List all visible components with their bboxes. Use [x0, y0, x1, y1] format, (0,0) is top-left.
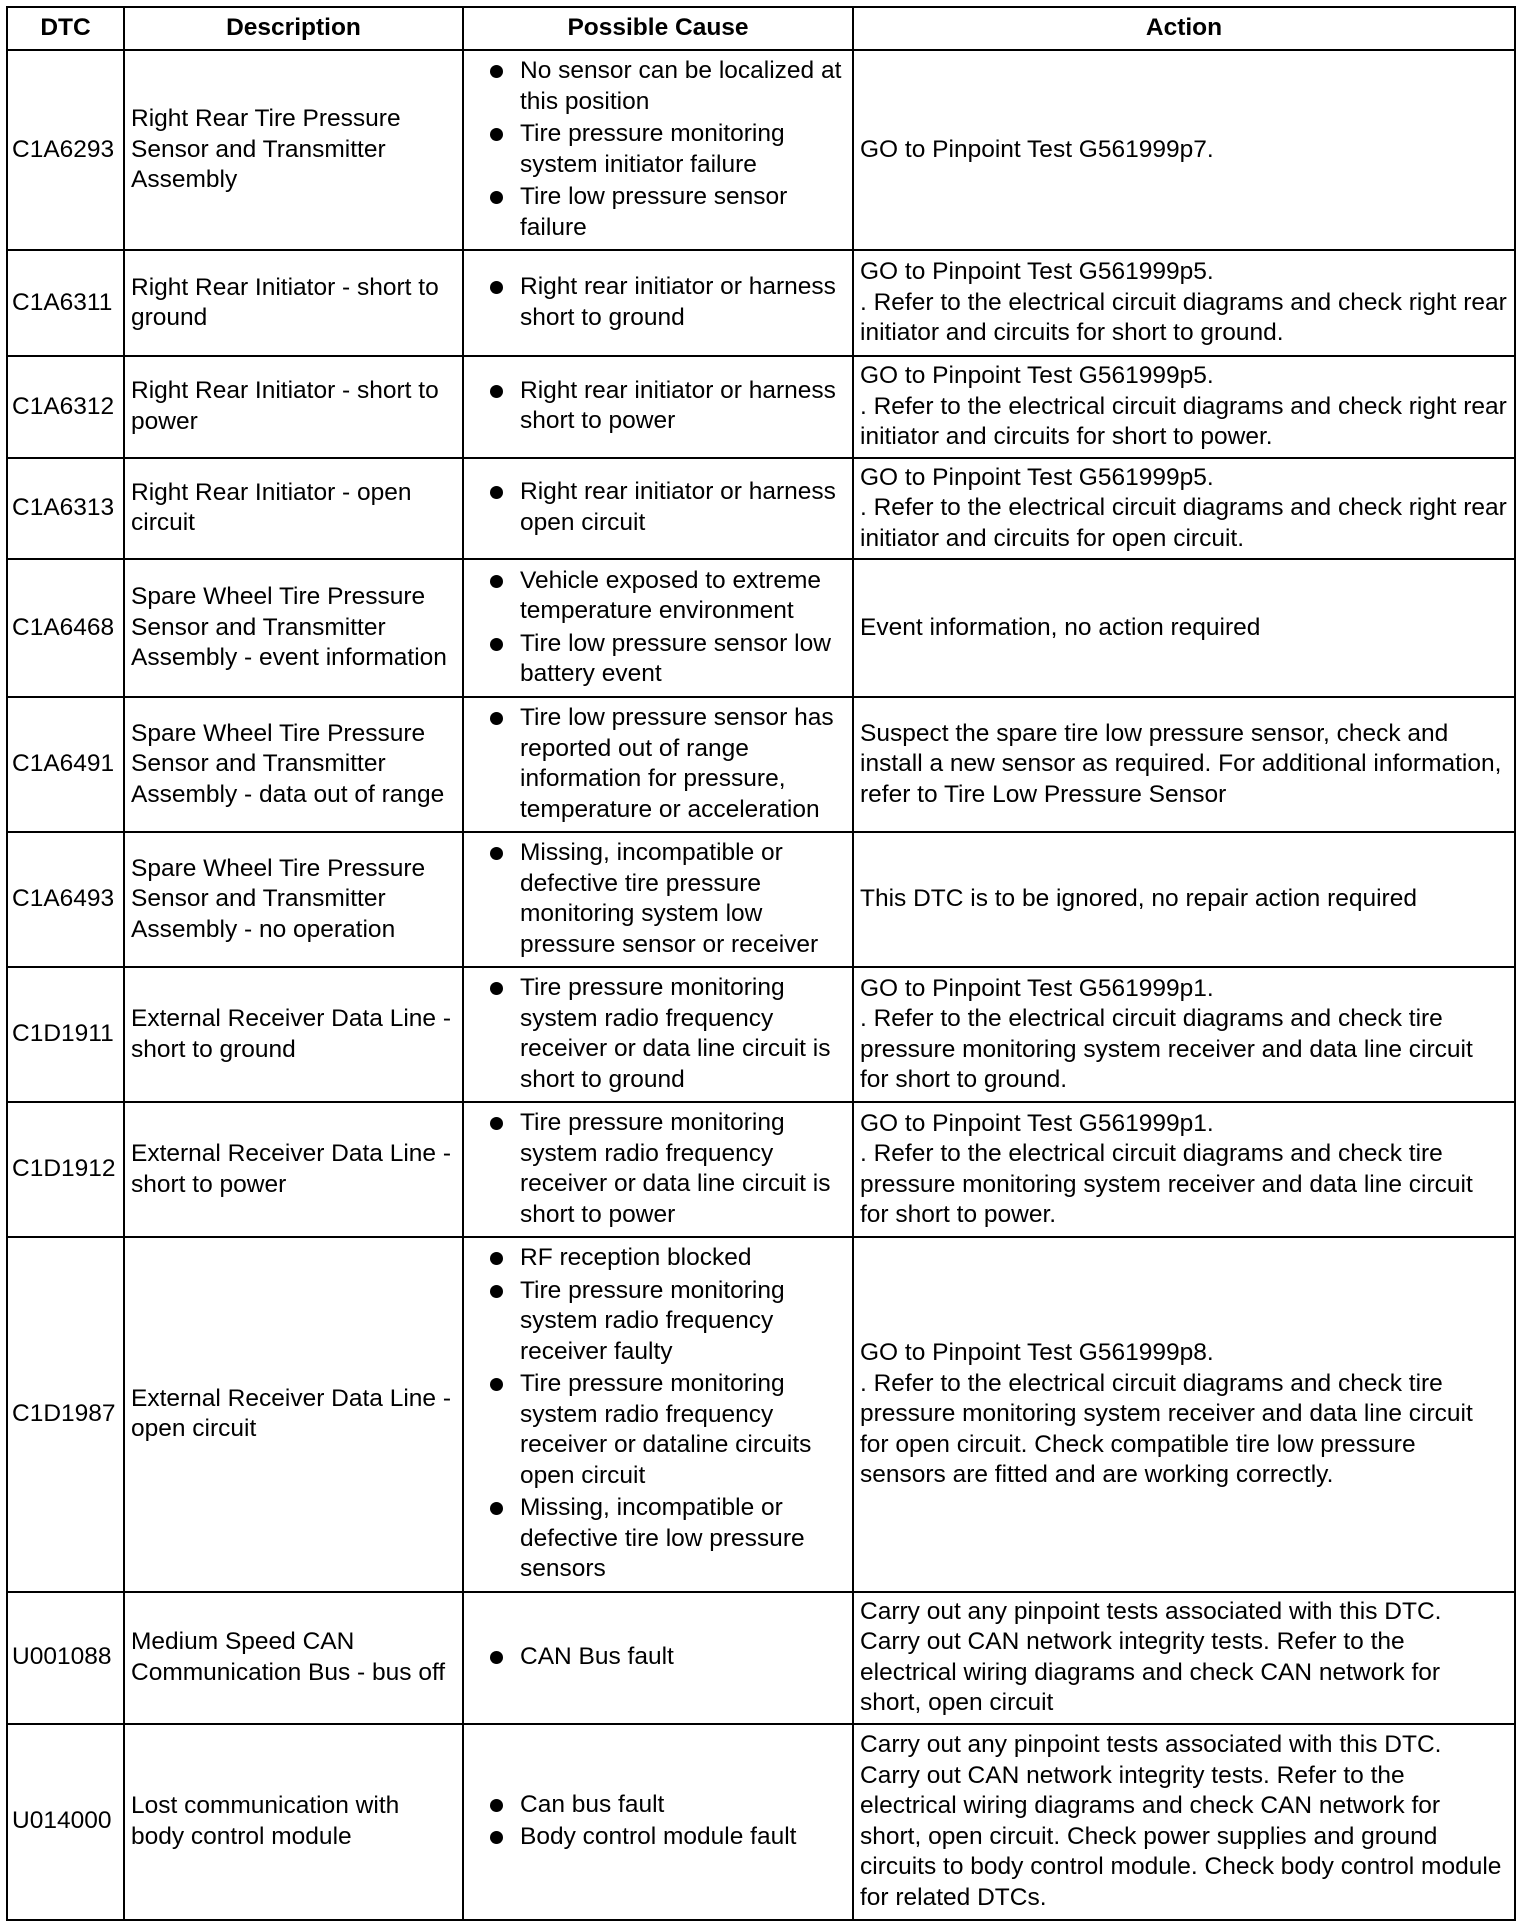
action-text: GO to Pinpoint Test G561999p5. — [860, 463, 1214, 491]
bullet-icon — [490, 712, 503, 725]
possible-cause-list — [470, 477, 846, 538]
dtc-code: C1D1911 — [7, 967, 124, 1102]
possible-cause-text: Tire pressure monitoring system radio frequency receiver or data line circuit is short to ground — [520, 974, 831, 1093]
action-text: Suspect the spare tire low pressure sensor, check and install a new sensor as required. For additional information, refer to Tire Low Pressure Sensor — [860, 719, 1502, 808]
dtc-description: Right Rear Initiator - short to power — [124, 356, 463, 458]
dtc-code: U001088 — [7, 1592, 124, 1724]
action-text: Carry out any pinpoint tests associated with this DTC. Carry out CAN network integrity tests. Refer to the electrical wiring diagrams and check CAN network for short, open circuit. Check power supplies and ground circuits to body control module. Check body control module for related DTCs. — [860, 1731, 1502, 1911]
table-row — [7, 50, 1515, 250]
possible-cause-text: Tire low pressure sensor failure — [520, 183, 788, 241]
possible-cause-item — [470, 477, 846, 538]
bullet-icon — [490, 638, 503, 651]
possible-cause-item — [470, 1822, 846, 1853]
action-text: . Refer to the electrical circuit diagrams and check tire pressure monitoring system receiver and data line circuit for open circuit. Check compatible tire low pressure sensors are fitted and are working correctly. — [860, 1369, 1473, 1488]
possible-cause-text: Body control module fault — [520, 1823, 797, 1850]
action-text: GO to Pinpoint Test G561999p1. — [860, 1109, 1214, 1137]
table-row — [7, 1724, 1515, 1920]
dtc-description: Spare Wheel Tire Pressure Sensor and Transmitter Assembly - event information — [124, 559, 463, 697]
possible-cause-list — [470, 566, 846, 690]
possible-cause-item — [470, 56, 846, 117]
possible-cause-list — [470, 272, 846, 333]
possible-cause-list — [470, 703, 846, 825]
possible-cause-item — [470, 629, 846, 690]
bullet-icon — [490, 1378, 503, 1391]
possible-cause-list — [470, 376, 846, 437]
dtc-code: C1A6491 — [7, 697, 124, 832]
action-cell — [853, 1592, 1515, 1724]
table-row — [7, 250, 1515, 356]
action-cell — [853, 250, 1515, 356]
possible-cause-cell — [463, 458, 853, 560]
possible-cause-item — [470, 1369, 846, 1491]
header-dtc: DTC — [7, 7, 124, 50]
action-cell — [853, 1724, 1515, 1920]
possible-cause-text: No sensor can be localized at this position — [520, 57, 842, 115]
possible-cause-item — [470, 566, 846, 627]
bullet-icon — [490, 281, 503, 294]
possible-cause-cell — [463, 356, 853, 458]
possible-cause-item — [470, 1790, 846, 1821]
possible-cause-text: Right rear initiator or harness open circuit — [520, 478, 836, 536]
dtc-code: C1A6313 — [7, 458, 124, 560]
dtc-code: C1D1987 — [7, 1237, 124, 1592]
action-text: This DTC is to be ignored, no repair action required — [860, 885, 1417, 913]
action-text: . Refer to the electrical circuit diagrams and check right rear initiator and circuits for open circuit. — [860, 494, 1507, 552]
possible-cause-cell — [463, 559, 853, 697]
table-row — [7, 458, 1515, 560]
possible-cause-text: Vehicle exposed to extreme temperature environment — [520, 566, 821, 624]
table-row — [7, 832, 1515, 967]
possible-cause-list — [470, 1108, 846, 1230]
possible-cause-item — [470, 1243, 846, 1274]
action-cell — [853, 967, 1515, 1102]
possible-cause-list — [470, 1790, 846, 1853]
bullet-icon — [490, 1651, 503, 1664]
dtc-description: Right Rear Initiator - open circuit — [124, 458, 463, 560]
possible-cause-cell — [463, 697, 853, 832]
dtc-description: Lost communication with body control module — [124, 1724, 463, 1920]
action-text: Event information, no action required — [860, 613, 1261, 641]
possible-cause-text: Tire low pressure sensor low battery event — [520, 629, 831, 687]
action-text: . Refer to the electrical circuit diagrams and check right rear initiator and circuits for short to ground. — [860, 288, 1507, 347]
possible-cause-list — [470, 838, 846, 960]
action-text: GO to Pinpoint Test G561999p8. — [860, 1339, 1214, 1366]
table-row — [7, 1237, 1515, 1592]
dtc-description: Right Rear Tire Pressure Sensor and Transmitter Assembly — [124, 50, 463, 250]
dtc-code: C1A6468 — [7, 559, 124, 697]
action-cell — [853, 356, 1515, 458]
header-description: Description — [124, 7, 463, 50]
action-cell — [853, 697, 1515, 832]
action-text: GO to Pinpoint Test G561999p5. — [860, 258, 1214, 286]
action-cell — [853, 50, 1515, 250]
possible-cause-item — [470, 376, 846, 437]
table-row — [7, 1592, 1515, 1724]
possible-cause-text: Tire pressure monitoring system radio frequency receiver or data line circuit is short to power — [520, 1109, 831, 1228]
possible-cause-cell — [463, 967, 853, 1102]
table-body — [7, 50, 1515, 1920]
action-text: Carry out any pinpoint tests associated with this DTC. Carry out CAN network integrity tests. Refer to the electrical wiring diagrams and check CAN network for short, open circuit — [860, 1597, 1442, 1716]
action-cell — [853, 559, 1515, 697]
possible-cause-list — [470, 1642, 846, 1673]
possible-cause-text: Right rear initiator or harness short to power — [520, 376, 836, 435]
bullet-icon — [490, 486, 503, 499]
header-action: Action — [853, 7, 1515, 50]
bullet-icon — [490, 1252, 503, 1265]
bullet-icon — [490, 575, 503, 588]
possible-cause-text: Missing, incompatible or defective tire pressure monitoring system low pressure sensor or receiver — [520, 839, 819, 958]
dtc-code: C1A6293 — [7, 50, 124, 250]
possible-cause-cell — [463, 1592, 853, 1724]
action-text: . Refer to the electrical circuit diagrams and check tire pressure monitoring system receiver and data line circuit for short to power. — [860, 1140, 1473, 1228]
possible-cause-item — [470, 1642, 846, 1673]
bullet-icon — [490, 1799, 503, 1812]
possible-cause-text: Tire pressure monitoring system radio frequency receiver faulty — [520, 1276, 785, 1365]
possible-cause-item — [470, 703, 846, 825]
dtc-code: C1D1912 — [7, 1102, 124, 1237]
header-possible-cause: Possible Cause — [463, 7, 853, 50]
dtc-table — [6, 6, 1516, 1921]
possible-cause-cell — [463, 50, 853, 250]
dtc-description: Medium Speed CAN Communication Bus - bus off — [124, 1592, 463, 1724]
possible-cause-item — [470, 838, 846, 960]
table-row — [7, 559, 1515, 697]
possible-cause-text: RF reception blocked — [520, 1244, 752, 1271]
bullet-icon — [490, 128, 503, 141]
action-text: . Refer to the electrical circuit diagrams and check tire pressure monitoring system receiver and data line circuit for short to ground. — [860, 1005, 1473, 1093]
action-cell — [853, 832, 1515, 967]
table-row — [7, 1102, 1515, 1237]
action-text: GO to Pinpoint Test G561999p1. — [860, 974, 1214, 1002]
dtc-description: Spare Wheel Tire Pressure Sensor and Transmitter Assembly - data out of range — [124, 697, 463, 832]
possible-cause-item — [470, 272, 846, 333]
possible-cause-text: Tire pressure monitoring system radio frequency receiver or dataline circuits open circuit — [520, 1370, 812, 1489]
possible-cause-cell — [463, 1237, 853, 1592]
possible-cause-text: Missing, incompatible or defective tire low pressure sensors — [520, 1494, 805, 1582]
action-text: GO to Pinpoint Test G561999p7. — [860, 135, 1214, 163]
dtc-description: Spare Wheel Tire Pressure Sensor and Transmitter Assembly - no operation — [124, 832, 463, 967]
possible-cause-cell — [463, 1724, 853, 1920]
possible-cause-item — [470, 1493, 846, 1585]
possible-cause-item — [470, 973, 846, 1095]
possible-cause-text: Right rear initiator or harness short to ground — [520, 273, 836, 331]
bullet-icon — [490, 982, 503, 995]
action-text: GO to Pinpoint Test G561999p5. — [860, 362, 1214, 389]
action-cell — [853, 1237, 1515, 1592]
dtc-code: C1A6311 — [7, 250, 124, 356]
dtc-code: U014000 — [7, 1724, 124, 1920]
possible-cause-text: Can bus fault — [520, 1790, 665, 1818]
possible-cause-cell — [463, 1102, 853, 1237]
bullet-icon — [490, 847, 503, 860]
dtc-description: Right Rear Initiator - short to ground — [124, 250, 463, 356]
table-row — [7, 697, 1515, 832]
bullet-icon — [490, 1831, 503, 1844]
table-row — [7, 967, 1515, 1102]
action-text: . Refer to the electrical circuit diagrams and check right rear initiator and circuits for short to power. — [860, 392, 1507, 450]
possible-cause-item — [470, 182, 846, 243]
dtc-code: C1A6312 — [7, 356, 124, 458]
bullet-icon — [490, 191, 503, 204]
possible-cause-item — [470, 1108, 846, 1230]
bullet-icon — [490, 1117, 503, 1130]
possible-cause-cell — [463, 250, 853, 356]
possible-cause-text: Tire low pressure sensor has reported out of range information for pressure, temperature or acceleration — [520, 704, 834, 823]
bullet-icon — [490, 65, 503, 78]
header-row — [7, 7, 1515, 50]
bullet-icon — [490, 385, 503, 398]
dtc-description: External Receiver Data Line - short to power — [124, 1102, 463, 1237]
bullet-icon — [490, 1285, 503, 1298]
dtc-code: C1A6493 — [7, 832, 124, 967]
table-row — [7, 356, 1515, 458]
possible-cause-text: Tire pressure monitoring system initiator failure — [520, 120, 785, 178]
action-cell — [853, 458, 1515, 560]
possible-cause-list — [470, 1243, 846, 1585]
possible-cause-list — [470, 973, 846, 1095]
possible-cause-item — [470, 1276, 846, 1368]
possible-cause-cell — [463, 832, 853, 967]
dtc-description: External Receiver Data Line - open circuit — [124, 1237, 463, 1592]
possible-cause-list — [470, 56, 846, 243]
bullet-icon — [490, 1502, 503, 1515]
possible-cause-text: CAN Bus fault — [520, 1642, 674, 1670]
dtc-description: External Receiver Data Line - short to ground — [124, 967, 463, 1102]
possible-cause-item — [470, 119, 846, 180]
action-cell — [853, 1102, 1515, 1237]
